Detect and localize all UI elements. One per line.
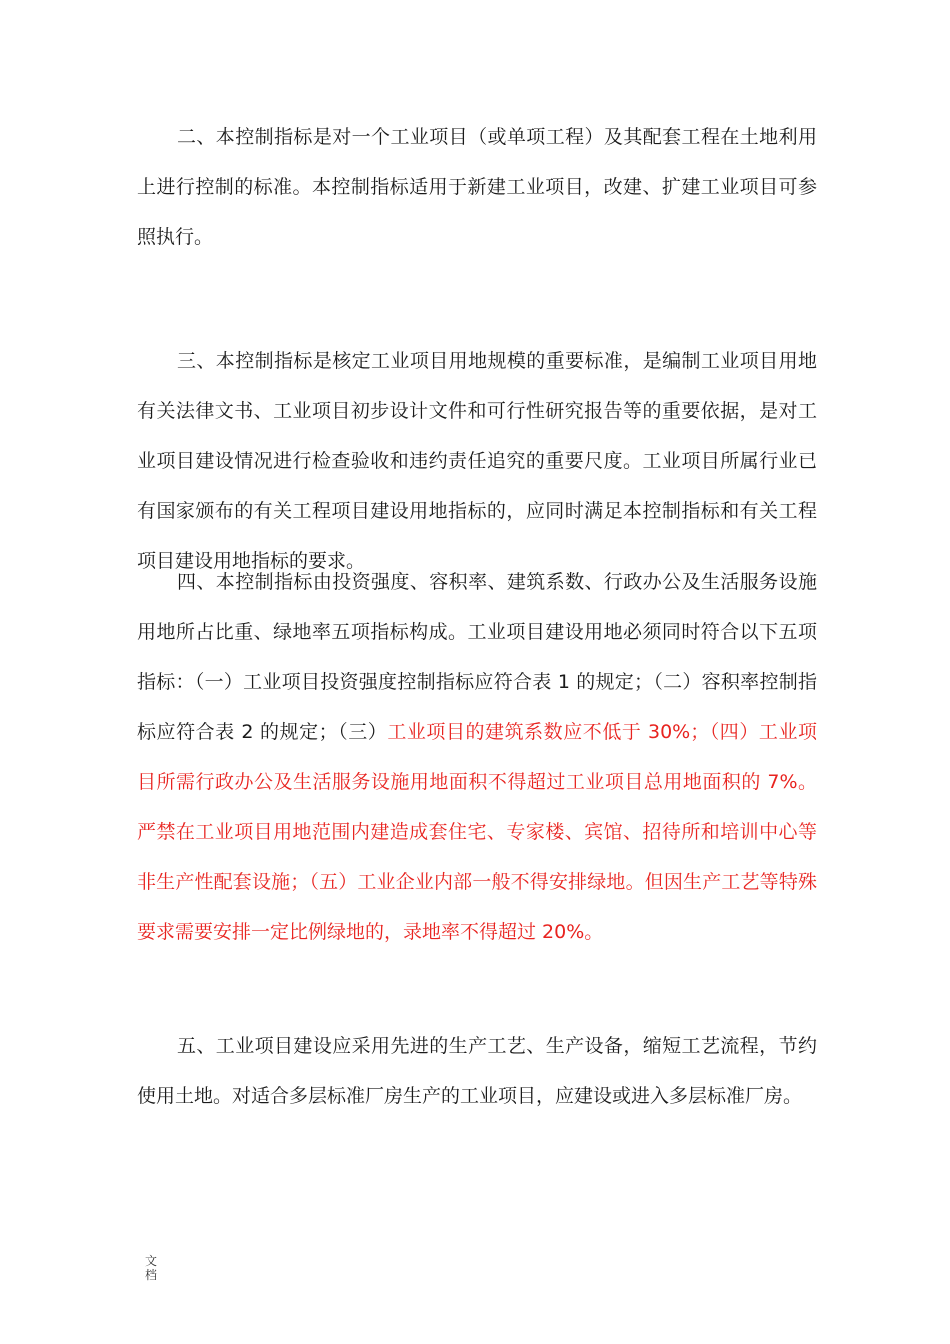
paragraph-four-text: 四、本控制指标由投资强度、容积率、建筑系数、行政办公及生活服务设施用地所占比重、绿地率五项指标构成。工业项目建设用地必须同时符合以下五项指标：（一）工业项目投资强度控制指标应符合表 1 的规定；（二）容积率控制指标应符合表 2 的规定；（三） xyxy=(137,571,817,743)
paragraph-five-text: 五、工业项目建设应采用先进的生产工艺、生产设备，缩短工艺流程，节约使用土地。对适合多层标准厂房生产的工业项目，应建设或进入多层标准厂房。 xyxy=(137,1035,817,1107)
paragraph-two xyxy=(137,112,817,262)
footer-label: 文档 xyxy=(145,1254,158,1282)
paragraph-three-text: 三、本控制指标是核定工业项目用地规模的重要标准，是编制工业项目用地有关法律文书、工业项目初步设计文件和可行性研究报告等的重要依据，是对工业项目建设情况进行检查验收和违约责任追究的重要尺度。工业项目所属行业已有国家颁布的有关工程项目建设用地指标的，应同时满足本控制指标和有关工程项目建设用地指标的要求。 xyxy=(137,350,817,572)
paragraph-four xyxy=(137,557,817,957)
paragraph-five xyxy=(137,1021,817,1121)
paragraph-four-highlighted-text: 工业项目的建筑系数应不低于 30%；（四）工业项目所需行政办公及生活服务设施用地面积不得超过工业项目总用地面积的 7%。严禁在工业项目用地范围内建造成套住宅、专家楼、宾馆、招待所和培训中心等非生产性配套设施；（五）工业企业内部一般不得安排绿地。但因生产工艺等特殊要求需要安排一定比例绿地的，录地率不得超过 20%。 xyxy=(137,721,817,943)
paragraph-three xyxy=(137,336,817,586)
paragraph-two-text: 二、本控制指标是对一个工业项目（或单项工程）及其配套工程在土地利用上进行控制的标准。本控制指标适用于新建工业项目，改建、扩建工业项目可参照执行。 xyxy=(137,126,817,248)
